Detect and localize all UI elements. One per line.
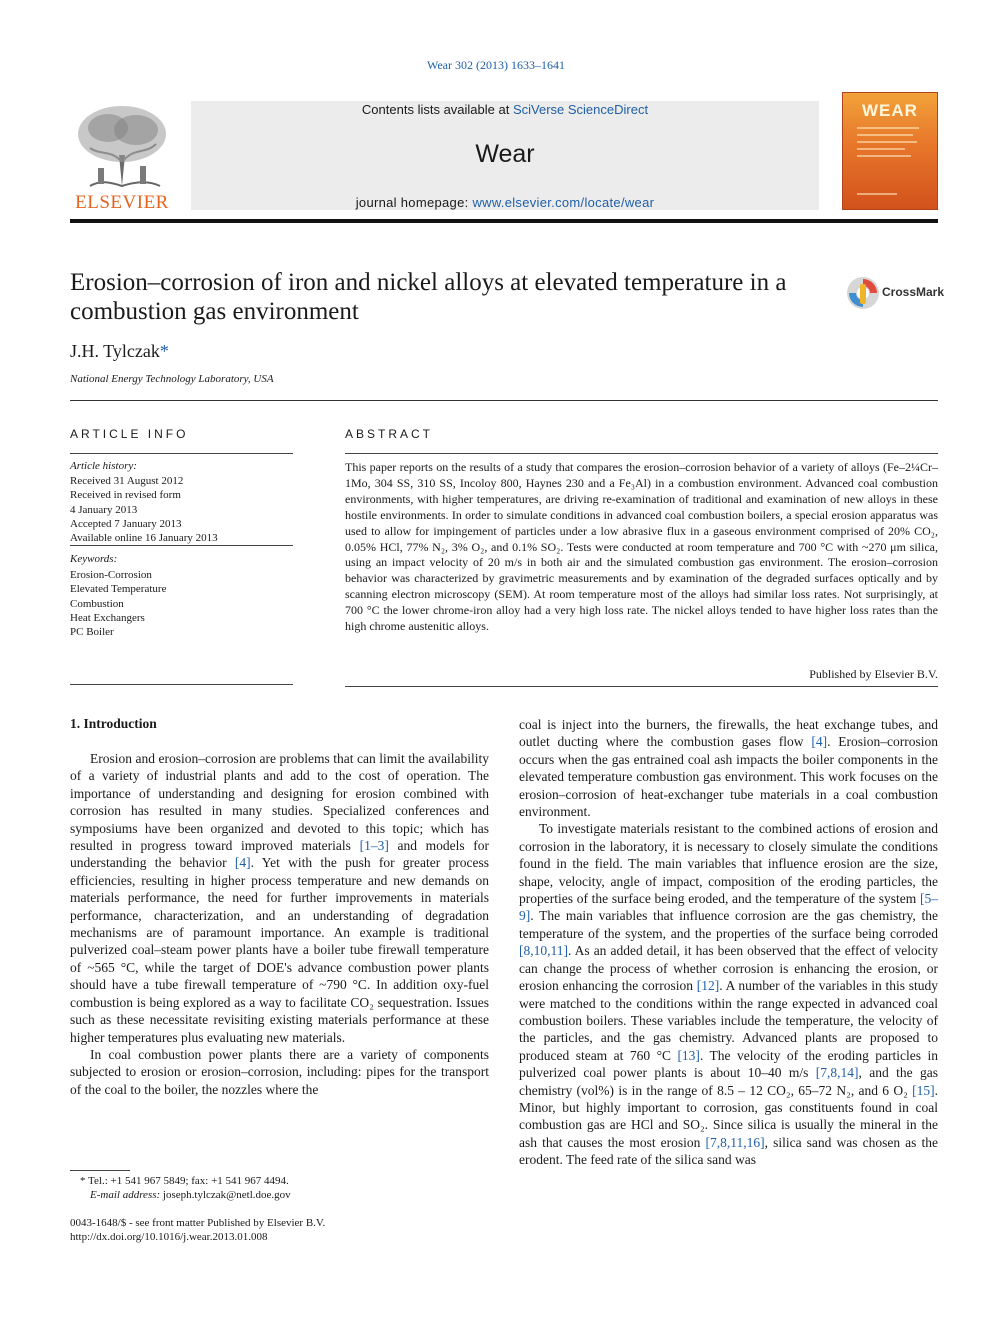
history-item: Available online 16 January 2013: [70, 532, 218, 545]
elsevier-logo-text: ELSEVIER: [75, 192, 169, 213]
history-item: 4 January 2013: [70, 503, 138, 516]
contents-prefix: Contents lists available at: [361, 102, 513, 117]
abstract-text: This paper reports on the results of a study that compares the erosion–corrosion behavior of a variety of alloys (Fe–2¼Cr–1Mo, 304 SS, 310 SS, Incoloy 800, Haynes 230 and a Fe₃Al) in a combustion environment. Advanced coal combustion environments, with higher temperatures, are driving re-examination of traditional and examination of new alloys in these hostile environments. In order to simulate conditions in advanced coal combustion boilers, a special erosion apparatus was used to allow for impingement of particles under a low abrasive flux in a gaseous environment comprised of 20% CO₂, 0.05% HCl, 77% N₂, 3% O₂, and 0.1% SO₂. Tests were conducted at room temperature and 700 °C with ~270 μm silica, using an impact velocity of 20 m/s in both air and the simulated combustion gas environment. The erosion–corrosion behavior was characterized by gravimetric measurements and by examination of the degraded surfaces optically and by scanning electron microscopy (SEM). At room temperature most of the alloys had similar loss rates. Not surprisingly, at 700 °C the lower chrome-iron alloy had a very high loss rate. The nickel alloys tended to have higher loss rates than the high chrome austenitic alloys.: [345, 460, 938, 634]
wear-cover-image[interactable]: [842, 92, 938, 210]
email-address[interactable]: joseph.tylczak@netl.doe.gov: [162, 1189, 291, 1201]
history-item: Received in revised form: [70, 489, 181, 502]
keyword-item: PC Boiler: [70, 626, 114, 639]
keyword-item: Combustion: [70, 597, 124, 610]
journal-citation[interactable]: Wear 302 (2013) 1633–1641: [426, 58, 565, 72]
email-footnote: [90, 1189, 291, 1201]
cover-decoration: [857, 141, 917, 143]
abstract-heading: ABSTRACT: [345, 427, 434, 441]
title-rule: [70, 400, 938, 401]
email-label: E-mail address:: [90, 1189, 163, 1201]
masthead-rule: [70, 219, 938, 223]
body-paragraph: Erosion and erosion–corrosion are problems that can limit the availability of a variety of industrial plants and add to the cost of operation. The importance of understanding and designing for erosion combined with corrosion has resulted in many studies. Specialized conferences and symposiums have been organized and devoted to this topic; which has resulted in progress toward improved materials [1–3] and models for understanding the behavior [4]. Yet with the push for greater process efficiencies, resulting in higher process temperature and new demands on materials performance, the need for further improvements in materials performance, characterization, and an understanding of degradation mechanisms are of paramount importance. An example is traditional pulverized coal–steam power plants have a boiler tube firewall temperature of ~565 °C, while the target of DOE's advance combustion power plants should have a tube firewall temperature of ~790 °C. In addition oxy-fuel combustion is being explored as a way to facilitate CO₂ sequestration. Issues such as these necessitate revisiting existing materials performance at these higher temperatures plus evaluating new materials.: [70, 751, 490, 1045]
reference-link[interactable]: [4]: [234, 855, 251, 871]
reference-link[interactable]: [8,10,11]: [519, 943, 568, 959]
author-text: J.H. Tylczak: [70, 341, 160, 361]
reference-link[interactable]: [15]: [912, 1082, 935, 1098]
reference-link[interactable]: [5–9]: [519, 891, 938, 924]
journal-name: Wear: [475, 140, 535, 168]
cover-decoration: [857, 193, 897, 195]
history-item: Received 31 August 2012: [70, 475, 184, 487]
reference-link[interactable]: [7,8,11,16]: [705, 1134, 765, 1150]
body-paragraph: To investigate materials resistant to the combined actions of erosion and corrosion in the laboratory, it is necessary to closely simulate the conditions found in the field. The main variables that influence erosion are the size, shape, velocity, angle of impact, composition of the eroding particles, the properties of the surface being eroded, and the temperature of the system [5–9]. The main variables that influence corrosion are the gas chemistry, the temperature of the system, and the properties of the surface being corroded [8,10,11]. As an added detail, it has been observed that the effect of velocity can change the process of whether corrosion is enhancing the erosion, or erosion enhancing the corrosion [12]. A number of the variables in this study were matched to the conditions within the range expected in advanced coal combustion boilers. These variables include the temperature, the velocity of the particles, and the gas chemistry. Advanced plants are proposed to produced steam at 760 °C [13]. The velocity of the eroding particles in pulverized coal power plants is about 10–40 m/s [7,8,14], and the gas chemistry (vol%) is in the range of 8.5 – 12 CO₂, 65–72 N₂, and 6 O₂ [15]. Minor, but highly important to corrosion, gas constituents found in coal combustion gas are HCl and SO₂. Since silica is usually the mineral in the ash that causes the most erosion [7,8,11,16], silica sand was chosen as the erodent. The feed rate of the silica sand was: [519, 821, 938, 1168]
cover-decoration: [857, 148, 905, 150]
info-rule: [70, 545, 293, 546]
reference-link[interactable]: [12]: [696, 978, 720, 994]
cover-decoration: [857, 155, 911, 157]
sciencedirect-link[interactable]: SciVerse ScienceDirect: [512, 102, 649, 117]
history-list: [70, 474, 218, 545]
crossmark-icon[interactable]: [846, 276, 880, 310]
cover-decoration: [857, 134, 913, 136]
author-name: [70, 341, 169, 362]
footnote-rule: [70, 1170, 130, 1171]
homepage-line: [191, 195, 819, 210]
keywords-label: Keywords:: [70, 553, 118, 565]
history-item: Accepted 7 January 2013: [70, 517, 182, 530]
history-label: Article history:: [70, 460, 137, 472]
body-paragraph: coal is inject into the burners, the firewalls, the heat exchange tubes, and outlet ducting where the combustion gases flow [4]. Erosion–corrosion occurs when the gas entrained coal ash impacts the boiler components in the elevated temperature combustion gas environment. This work focuses on the erosion–corrosion of heat-exchanger tube materials in a coal combustion environment.: [519, 717, 938, 820]
reference-link[interactable]: [4]: [811, 734, 828, 750]
abstract-rule: [345, 453, 938, 454]
keyword-item: Elevated Temperature: [70, 583, 167, 596]
homepage-link[interactable]: www.elsevier.com/locate/wear: [472, 195, 655, 210]
cover-decoration: [857, 127, 919, 129]
publisher-line: Published by Elsevier B.V.: [809, 667, 938, 681]
keyword-item: Heat Exchangers: [70, 611, 145, 624]
section-heading: 1. Introduction: [70, 716, 157, 731]
info-rule: [70, 684, 293, 685]
body-column-left: [70, 750, 489, 1098]
abstract-rule: [345, 686, 938, 687]
crossmark-label[interactable]: CrossMark: [882, 285, 945, 299]
doi-link[interactable]: http://dx.doi.org/10.1016/j.wear.2013.01.008: [70, 1231, 268, 1243]
issn-line: 0043-1648/$ - see front matter Published by Elsevier B.V.: [70, 1217, 326, 1229]
body-paragraph: In coal combustion power plants there are a variety of components subjected to erosion or erosion–corrosion, including: pipes for the transport of the coal to the boiler, the nozzles where the: [70, 1046, 489, 1097]
info-rule: [70, 453, 293, 454]
homepage-prefix: journal homepage:: [355, 195, 473, 210]
author-affiliation: National Energy Technology Laboratory, USA: [70, 373, 274, 385]
keyword-item: Erosion-Corrosion: [70, 569, 152, 581]
corresponding-author-mark[interactable]: *: [159, 341, 169, 361]
body-column-right: [519, 716, 938, 1169]
article-title: Erosion–corrosion of iron and nickel alloys at elevated temperature in a combustion gas environment: [70, 269, 787, 325]
keywords-list: [70, 568, 166, 639]
reference-link[interactable]: [1–3]: [359, 838, 389, 854]
contents-line: [191, 102, 819, 117]
cover-title: WEAR: [862, 101, 918, 120]
article-info-heading: ARTICLE INFO: [70, 427, 189, 441]
reference-link[interactable]: [7,8,14]: [815, 1065, 859, 1081]
corresponding-footnote: * Tel.: +1 541 967 5849; fax: +1 541 967 4494.: [80, 1175, 289, 1187]
reference-link[interactable]: [13]: [677, 1047, 700, 1063]
